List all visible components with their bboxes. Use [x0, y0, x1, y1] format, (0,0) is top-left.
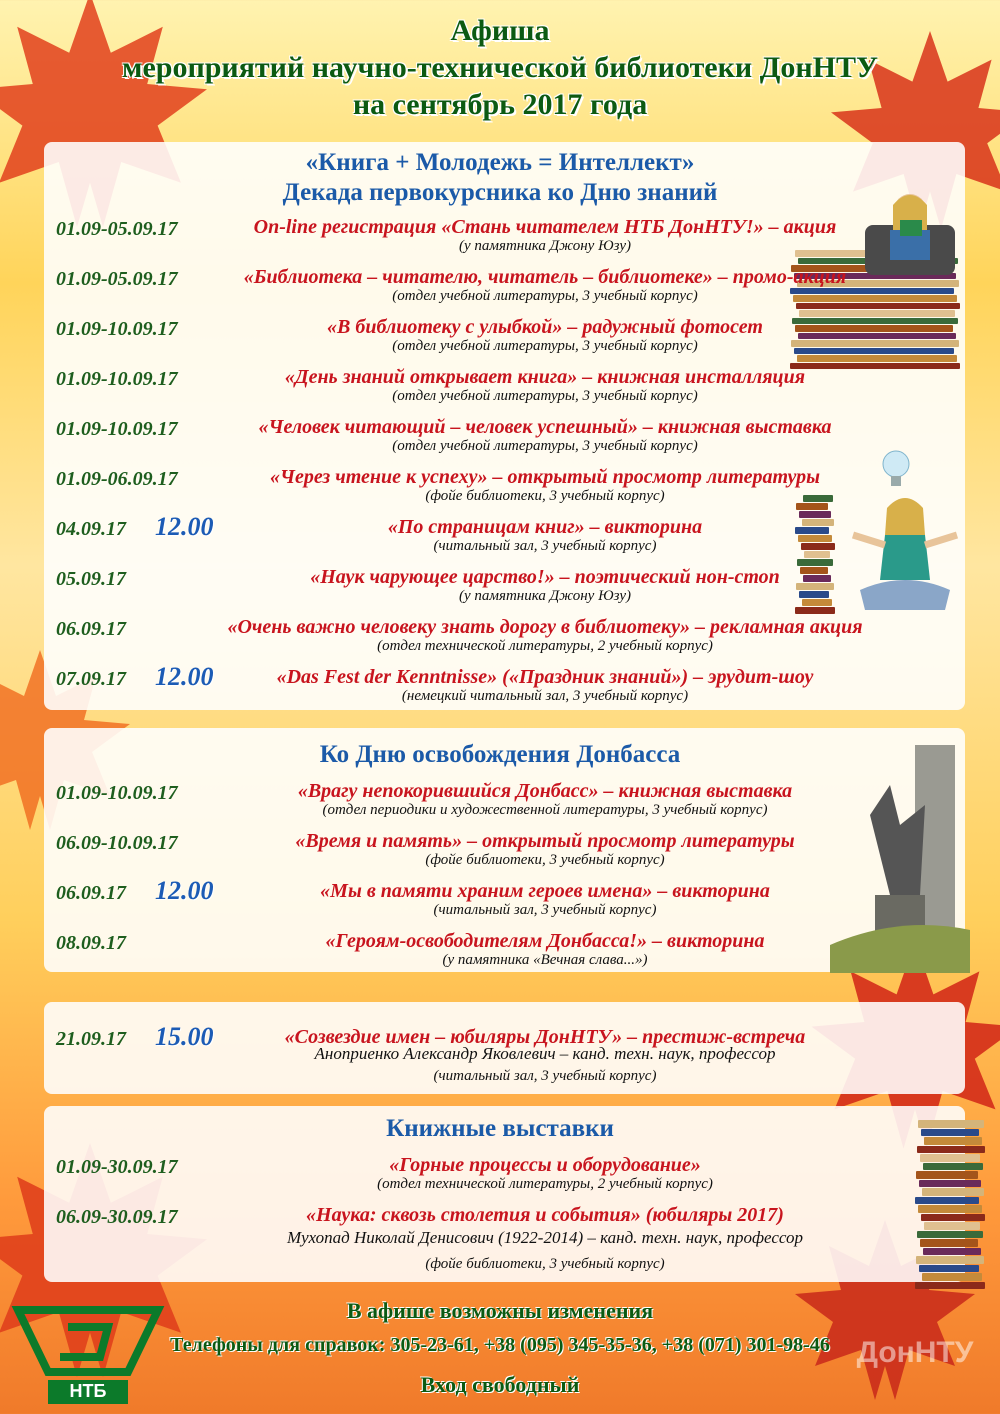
- event-date: 01.09-10.09.17: [56, 318, 178, 340]
- event-date: 21.09.17: [56, 1028, 126, 1050]
- event-title: «Очень важно человеку знать дорогу в библиотеку» – рекламная акция: [227, 616, 863, 638]
- watermark-text: ДонНТУ: [856, 1336, 974, 1369]
- event-title: «Созвездие имен – юбиляры ДонНТУ» – престиж-встреча: [284, 1026, 806, 1048]
- exhibit-place: (отдел технической литературы, 2 учебный корпус): [377, 1176, 713, 1192]
- poster-header: [0, 12, 1000, 123]
- event-date: 08.09.17: [56, 932, 126, 954]
- event-place: (отдел учебной литературы, 3 учебный корпус): [392, 438, 698, 454]
- event-title: «Библиотека – читателю, читатель – библиотеке» – промо-акция: [243, 266, 847, 288]
- event-place: (у памятника Джону Юзу): [459, 588, 631, 604]
- event-place: (читальный зал, 3 учебный корпус): [433, 1068, 657, 1084]
- event-place: (отдел периодики и художественной литературы, 3 учебный корпус): [322, 802, 768, 818]
- header-line-2: мероприятий научно-технической библиотеки ДонНТУ: [122, 51, 878, 84]
- event-date: 07.09.17: [56, 668, 126, 690]
- event-title: «Человек читающий – человек успешный» – книжная выставка: [258, 416, 832, 438]
- book-icon: [924, 1222, 980, 1230]
- event-title: «Героям-освободителям Донбасса!» – викторина: [325, 930, 765, 952]
- book-icon: [920, 1154, 980, 1162]
- books-stack-icon: [915, 1120, 985, 1290]
- event-date: 01.09-06.09.17: [56, 468, 178, 490]
- footer-notice: В афише возможны изменения: [346, 1298, 654, 1323]
- event-date: 01.09-05.09.17: [56, 218, 178, 240]
- event-place: (немецкий читальный зал, 3 учебный корпус): [401, 688, 689, 704]
- exhibit-person: Мухопад Николай Денисович (1922-2014) – канд. техн. наук, профессор: [286, 1228, 804, 1247]
- event-place: (у памятника «Вечная слава...»): [442, 952, 648, 968]
- section1-title-2: Декада первокурсника ко Дню знаний: [282, 179, 718, 206]
- event-time: 12.00: [155, 512, 214, 541]
- event-title: «Через чтение к успеху» – открытый просмотр литературы: [269, 466, 821, 488]
- event-date: 06.09.17: [56, 882, 126, 904]
- event-date: 01.09-05.09.17: [56, 268, 178, 290]
- header-line-1: Афиша: [450, 14, 550, 47]
- event-date: 01.09-10.09.17: [56, 418, 178, 440]
- section1-title-1: «Книга + Молодежь = Интеллект»: [305, 149, 695, 176]
- event-date: 01.09-10.09.17: [56, 368, 178, 390]
- event-place: (читальный зал, 3 учебный корпус): [433, 902, 657, 918]
- event-title: «Das Fest der Kenntnisse» («Праздник знаний») – эрудит-шоу: [276, 666, 814, 688]
- book-icon: [917, 1146, 985, 1154]
- book-icon: [915, 1282, 985, 1290]
- section4-title: Книжные выставки: [386, 1115, 614, 1142]
- event-place: (отдел учебной литературы, 3 учебный корпус): [392, 288, 698, 304]
- book-icon: [922, 1188, 984, 1196]
- event-title: On-line регистрация «Стань читателем НТБ ДонНТУ!» – акция: [253, 216, 837, 238]
- event-title: «В библиотеку с улыбкой» – радужный фотосет: [327, 316, 763, 338]
- event-date: 06.09.17: [56, 618, 126, 640]
- book-icon: [797, 559, 833, 566]
- book-icon: [922, 1273, 982, 1281]
- event-person: Аноприенко Александр Яковлевич – канд. техн. наук, профессор: [314, 1044, 776, 1063]
- event-place: (читальный зал, 3 учебный корпус): [433, 538, 657, 554]
- book-icon: [921, 1214, 985, 1222]
- book-icon: [923, 1248, 981, 1256]
- book-icon: [916, 1256, 984, 1264]
- book-icon: [797, 355, 957, 362]
- event-date: 01.09-10.09.17: [56, 782, 178, 804]
- event-title: «По страницам книг» – викторина: [387, 516, 703, 538]
- event-date: 04.09.17: [56, 518, 126, 540]
- event-time: 12.00: [155, 876, 214, 905]
- book-icon: [917, 1231, 983, 1239]
- book-icon: [915, 1197, 979, 1205]
- book-icon: [923, 1163, 983, 1171]
- logo-text: НТБ: [69, 1381, 107, 1401]
- event-title: «Время и память» – открытый просмотр литературы: [295, 830, 795, 852]
- event-title: «Мы в памяти храним героев имена» – викторина: [320, 880, 770, 902]
- footer-free-entry: Вход свободный: [420, 1372, 580, 1397]
- event-place: (у памятника Джону Юзу): [459, 238, 631, 254]
- section2-title: Ко Дню освобождения Донбасса: [319, 741, 681, 768]
- book-icon: [919, 1180, 981, 1188]
- event-place: (фойе библиотеки, 3 учебный корпус): [425, 852, 665, 868]
- exhibit-date: 06.09-30.09.17: [56, 1206, 178, 1228]
- event-place: (отдел учебной литературы, 3 учебный корпус): [392, 388, 698, 404]
- book-icon: [795, 607, 835, 614]
- event-time: 15.00: [155, 1022, 214, 1051]
- event-date: 06.09-10.09.17: [56, 832, 178, 854]
- event-place: (фойе библиотеки, 3 учебный корпус): [425, 488, 665, 504]
- event-title: «Наук чарующее царство!» – поэтический нон-стоп: [310, 566, 780, 588]
- event-date: 05.09.17: [56, 568, 126, 590]
- book-icon: [920, 1239, 978, 1247]
- exhibit-date: 01.09-30.09.17: [56, 1156, 178, 1178]
- exhibit-title: «Горные процессы и оборудование»: [389, 1154, 701, 1176]
- event-title: «Врагу непокорившийся Донбасс» – книжная выставка: [297, 780, 793, 802]
- book-icon: [919, 1265, 979, 1273]
- event-place: (отдел учебной литературы, 3 учебный корпус): [392, 338, 698, 354]
- exhibit-title: «Наука: сквозь столетия и события» (юбиляры 2017): [306, 1204, 784, 1226]
- exhibit-place: (фойе библиотеки, 3 учебный корпус): [425, 1256, 665, 1272]
- footer-phones: Телефоны для справок: 305-23-61, +38 (095) 345-35-36, +38 (071) 301-98-46: [170, 1334, 830, 1356]
- book-icon: [918, 1205, 982, 1213]
- header-line-3: на сентябрь 2017 года: [352, 88, 648, 121]
- event-title: «День знаний открывает книга» – книжная инсталляция: [284, 366, 806, 388]
- event-place: (отдел технической литературы, 2 учебный корпус): [377, 638, 713, 654]
- book-icon: [916, 1171, 978, 1179]
- event-time: 12.00: [155, 662, 214, 691]
